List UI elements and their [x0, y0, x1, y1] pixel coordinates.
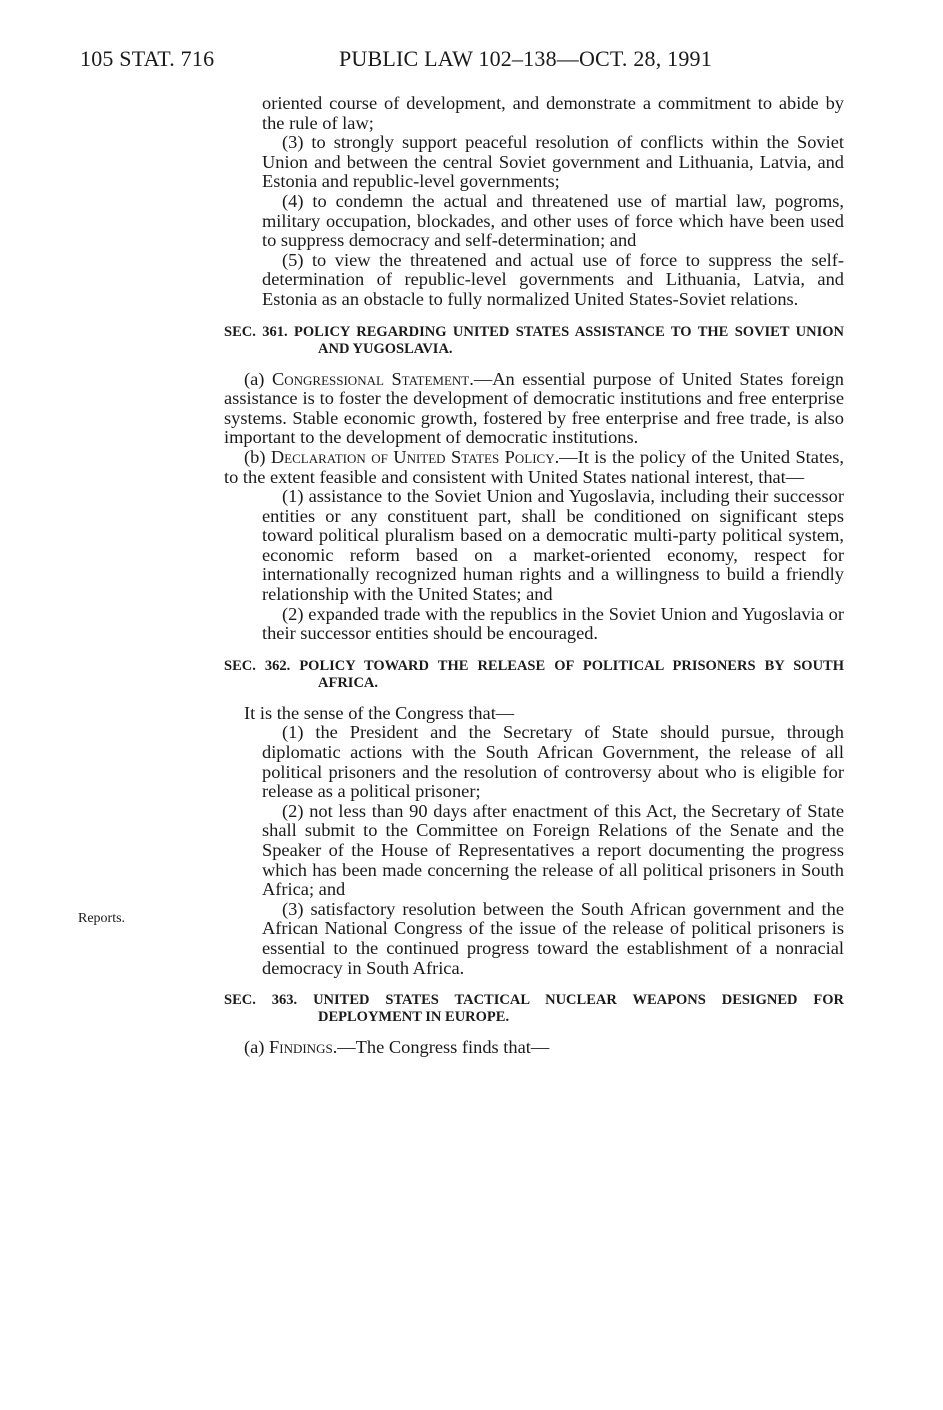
item-4: (4) to condemn the actual and threatened use of martial law, pogroms, military occupation, blockades, and other uses of force which have been used to suppress democracy and self-determination; and	[262, 190, 844, 251]
item-1: (1) the President and the Secretary of State should pursue, through diplomatic actions with the South African Government, the release of all political prisoners and the resolution of controversy about who is eligible for release as a political prisoner;	[262, 722, 844, 802]
page-reference: 105 STAT. 716	[80, 46, 215, 71]
subsection-a: (a) Findings.—The Congress finds that—	[244, 1037, 550, 1058]
sense-of-congress: It is the sense of the Congress that—	[244, 702, 515, 723]
margin-note: Reports.	[78, 911, 126, 926]
running-title: PUBLIC LAW 102–138—OCT. 28, 1991	[339, 46, 712, 71]
section-heading-362: SEC. 362. POLICY TOWARD THE RELEASE OF POLITICAL PRISONERS BY SOUTH AFRICA.	[224, 657, 844, 691]
continued-paragraph: oriented course of development, and demonstrate a commitment to abide by the rule of law;	[262, 93, 844, 133]
item-1: (1) assistance to the Soviet Union and Yugoslavia, including their successor entities or any constituent part, shall be conditioned on significant steps toward political pluralism based on a democratic multi-party political system, economic reform based on a market-oriented economy, respect for internationally recognized human rights and a willingness to build a friendly relationship with the United States; and	[262, 486, 844, 605]
page-header	[0, 46, 943, 76]
document-body	[224, 94, 844, 1058]
item-5: (5) to view the threatened and actual use of force to suppress the self-determination of republic-level governments and Lithuania, Latvia, and Estonia as an obstacle to fully normalized United States-Soviet relations.	[262, 249, 844, 309]
item-3: (3) satisfactory resolution between the South African government and the African National Congress of the issue of the release of political prisoners is essential to the continued progress toward the establishment of a nonracial democracy in South Africa.	[262, 898, 844, 978]
subsection-caption: Declaration of United States Policy	[270, 446, 555, 467]
section-heading-363: SEC. 363. UNITED STATES TACTICAL NUCLEAR WEAPONS DESIGNED FOR DEPLOYMENT IN EUROPE.	[224, 992, 844, 1026]
item-2: (2) expanded trade with the republics in the Soviet Union and Yugoslavia or their successor entities should be encouraged.	[262, 603, 844, 644]
section-heading-361: SEC. 361. POLICY REGARDING UNITED STATES ASSISTANCE TO THE SOVIET UNION AND YUGOSLAVIA.	[224, 323, 844, 357]
item-2: (2) not less than 90 days after enactment of this Act, the Secretary of State shall submit to the Committee on Foreign Relations of the Senate and the Speaker of the House of Representatives a report documenting the progress which has been made concerning the release of all political prisoners in South Africa; and	[262, 800, 844, 900]
subsection-caption: Findings	[269, 1037, 333, 1058]
subsection-caption: Congressional Statement	[271, 368, 470, 389]
subsection-a: (a) Congressional Statement.—An essential purpose of United States foreign assistance is to foster the development of democratic institutions and free enterprise systems. Stable economic growth, fostered by free enterprise and free trade, is also important to the development of democratic institutions.	[224, 368, 844, 448]
item-3: (3) to strongly support peaceful resolution of conflicts within the Soviet Union and between the central Soviet government and Lithuania, Latvia, and Estonia and republic-level governments;	[262, 132, 844, 192]
subsection-b: (b) Declaration of United States Policy.—It is the policy of the United States, to the extent feasible and consistent with United States national interest, that—	[224, 446, 844, 487]
